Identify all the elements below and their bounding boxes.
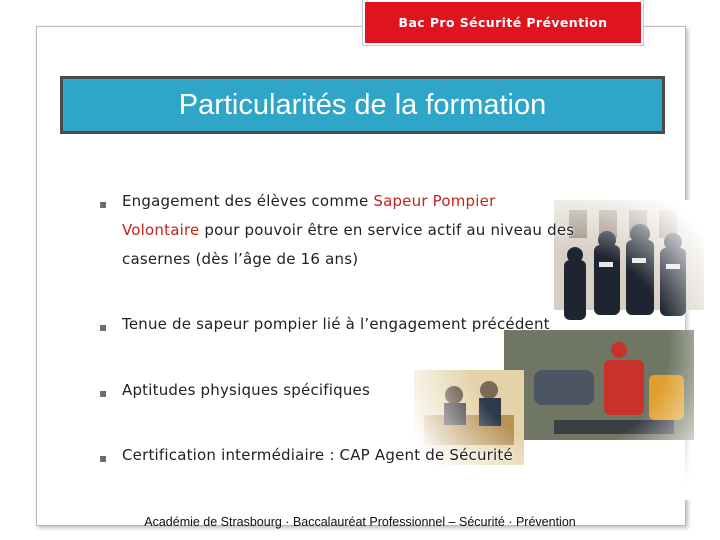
bullet-marker: ▪ bbox=[99, 197, 108, 211]
bullet-item-2: Tenue de sapeur pompier lié à l’engagement précédent bbox=[122, 315, 550, 333]
bullet-item-3: Aptitudes physiques spécifiques bbox=[122, 381, 370, 399]
header-tab bbox=[363, 0, 643, 45]
bullet-item-1-line-3: casernes (dès l’âge de 16 ans) bbox=[122, 250, 359, 268]
bullet-marker: ▪ bbox=[99, 386, 108, 400]
bullet-marker: ▪ bbox=[99, 320, 108, 334]
slide-title-bar bbox=[60, 76, 665, 134]
highlight-sapeur-pompier: Sapeur Pompier bbox=[373, 192, 496, 210]
bullet-marker: ▪ bbox=[99, 451, 108, 465]
slide-footer: Académie de Strasbourg · Baccalauréat Professionnel – Sécurité · Prévention bbox=[144, 515, 576, 529]
header-tab-label: Bac Pro Sécurité Prévention bbox=[398, 15, 608, 30]
bullet-item-4: Certification intermédiaire : CAP Agent de Sécurité bbox=[122, 446, 513, 464]
bullet-item-1-line-1: Engagement des élèves comme Sapeur Pompier bbox=[122, 192, 496, 210]
bullet-item-1-line-2: Volontaire pour pouvoir être en service actif au niveau des bbox=[122, 221, 575, 239]
highlight-volontaire: Volontaire bbox=[122, 221, 200, 239]
slide-title: Particularités de la formation bbox=[178, 88, 547, 121]
